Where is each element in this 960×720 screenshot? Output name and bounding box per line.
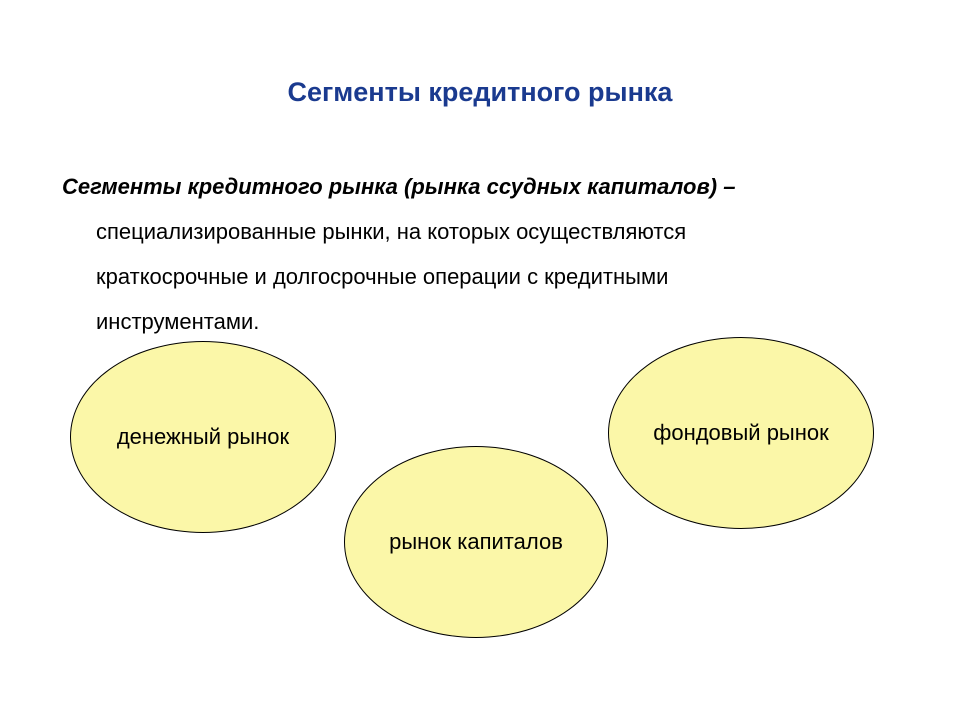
- segment-label-stock-market: фондовый рынок: [653, 420, 829, 445]
- segment-label-money-market: денежный рынок: [116, 424, 290, 449]
- segment-ellipse-money-market: [70, 341, 336, 533]
- slide-title: Сегменты кредитного рынка: [287, 77, 673, 107]
- definition-term: Сегменты кредитного рынка (рынка ссудных капиталов) –: [62, 174, 736, 199]
- definition-block: [62, 164, 902, 344]
- segment-label-capital-market: рынок капиталов: [389, 529, 563, 554]
- segment-ellipse-stock-market: [608, 337, 874, 529]
- definition-line-3: инструментами.: [96, 309, 260, 334]
- definition-line-2: краткосрочные и долгосрочные операции с кредитными: [96, 264, 669, 289]
- definition-line-1: специализированные рынки, на которых осуществляются: [96, 219, 687, 244]
- segment-ellipse-capital-market: [344, 446, 608, 638]
